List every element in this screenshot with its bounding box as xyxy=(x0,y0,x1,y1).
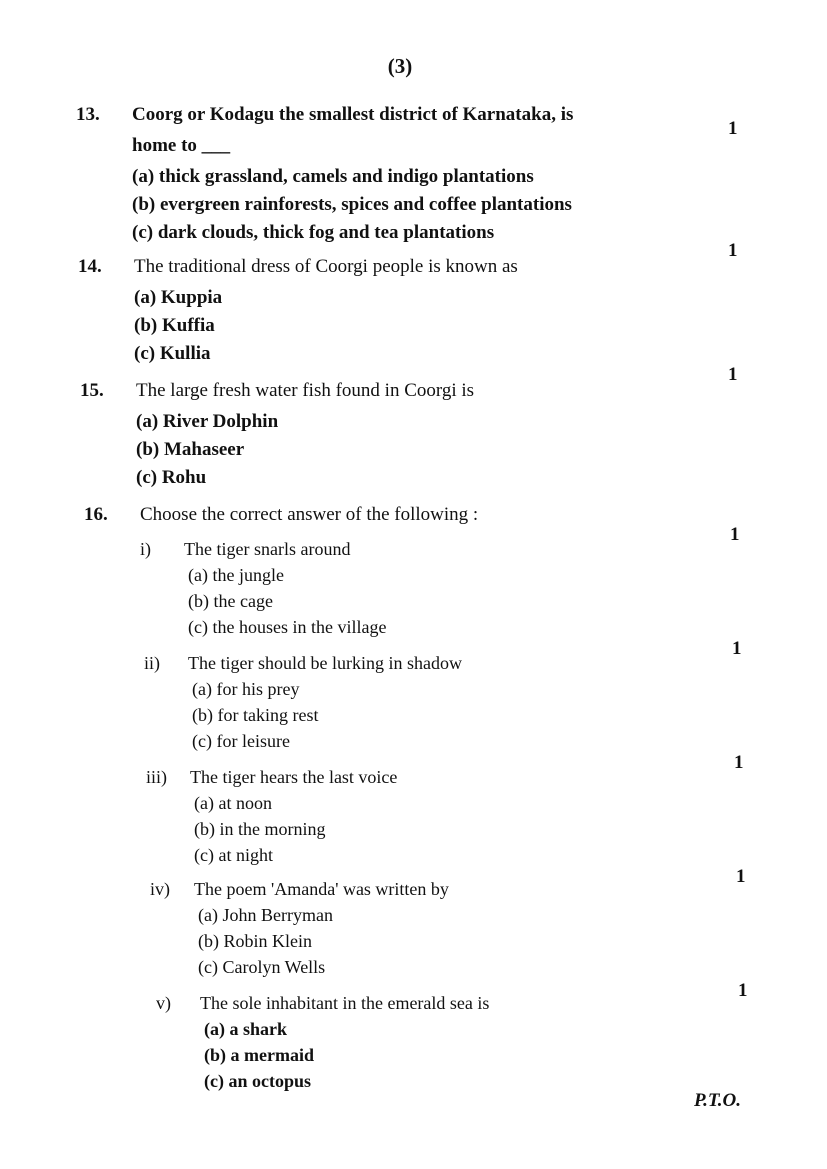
subquestion-v-mark: 1 xyxy=(738,980,748,1001)
option-b: (b) Mahaseer xyxy=(136,439,245,460)
option-a: (a) a shark xyxy=(204,1019,288,1039)
option-list xyxy=(198,902,333,980)
question-13-mark: 1 xyxy=(728,118,738,139)
subquestion-iii-mark: 1 xyxy=(734,752,744,773)
option-c: (c) Carolyn Wells xyxy=(198,957,326,977)
option-a: (a) River Dolphin xyxy=(136,411,279,432)
subquestion-numeral: iv) xyxy=(150,879,170,899)
option-list xyxy=(194,790,325,868)
option-list xyxy=(192,676,318,754)
option-c: (c) Rohu xyxy=(136,467,207,488)
question-15-mark: 1 xyxy=(728,364,738,385)
subquestion-text: The sole inhabitant in the emerald sea is xyxy=(200,993,490,1013)
option-c: (c) the houses in the village xyxy=(188,617,387,637)
subquestion-numeral: v) xyxy=(156,993,171,1013)
option-a: (a) John Berryman xyxy=(198,905,333,925)
question-number: 13. xyxy=(76,104,100,125)
question-text: The large fresh water fish found in Coorgi is xyxy=(136,380,475,401)
option-b: (b) Robin Klein xyxy=(198,931,312,951)
option-b: (b) a mermaid xyxy=(204,1045,314,1065)
subquestion-text: The tiger hears the last voice xyxy=(190,767,398,787)
subquestion-numeral: ii) xyxy=(144,653,160,673)
option-b: (b) evergreen rainforests, spices and coffee plantations xyxy=(132,194,572,215)
question-14-mark: 1 xyxy=(728,240,738,261)
option-c: (c) Kullia xyxy=(134,343,211,364)
option-a: (a) Kuppia xyxy=(134,287,223,308)
page-number: (3) xyxy=(387,54,413,78)
question-number: 15. xyxy=(80,380,104,401)
question-text: Coorg or Kodagu the smallest district of Karnataka, is xyxy=(132,104,574,125)
option-c: (c) an octopus xyxy=(204,1071,311,1091)
question-number: 16. xyxy=(84,504,108,525)
option-a: (a) thick grassland, camels and indigo plantations xyxy=(132,166,534,187)
pto-footer: P.T.O. xyxy=(694,1090,741,1111)
question-text: Choose the correct answer of the following : xyxy=(140,504,479,525)
subquestion-text: The tiger should be lurking in shadow xyxy=(188,653,462,673)
subquestion-iv-mark: 1 xyxy=(736,866,746,887)
option-list xyxy=(188,562,386,640)
question-text: The traditional dress of Coorgi people is known as xyxy=(134,256,518,277)
option-list xyxy=(136,407,278,491)
subquestion-ii-mark: 1 xyxy=(732,638,742,659)
option-a: (a) for his prey xyxy=(192,679,300,699)
subquestion-text: The poem 'Amanda' was written by xyxy=(194,879,449,899)
option-b: (b) for taking rest xyxy=(192,705,319,725)
option-list xyxy=(132,162,572,246)
option-list xyxy=(134,283,222,367)
question-text: home to ___ xyxy=(132,135,231,156)
option-b: (b) Kuffia xyxy=(134,315,215,336)
option-c: (c) dark clouds, thick fog and tea plantations xyxy=(132,222,495,243)
subquestion-numeral: i) xyxy=(140,539,151,559)
subquestion-i-mark: 1 xyxy=(730,524,740,545)
option-c: (c) for leisure xyxy=(192,731,290,751)
subquestion-text: The tiger snarls around xyxy=(184,539,351,559)
question-number: 14. xyxy=(78,256,102,277)
option-a: (a) at noon xyxy=(194,793,272,813)
option-a: (a) the jungle xyxy=(188,565,284,585)
option-list xyxy=(204,1016,314,1094)
option-b: (b) the cage xyxy=(188,591,273,611)
option-c: (c) at night xyxy=(194,845,273,865)
option-b: (b) in the morning xyxy=(194,819,326,839)
subquestion-numeral: iii) xyxy=(146,767,167,787)
